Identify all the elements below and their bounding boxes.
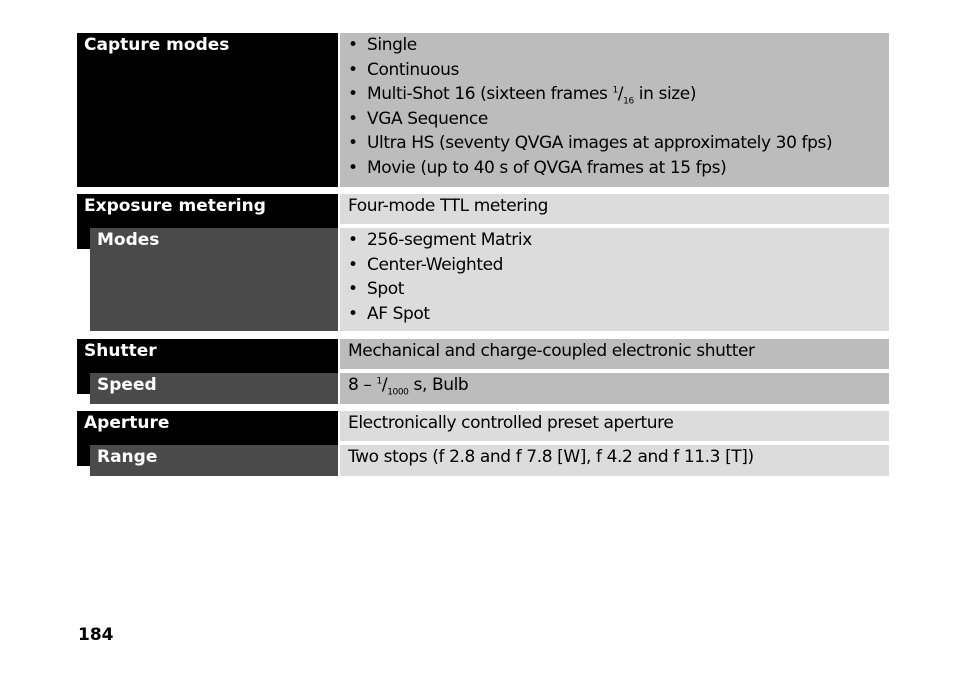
page-number: 184 (78, 625, 114, 645)
list-item: • VGA Sequence (348, 107, 889, 132)
capture-modes-label (77, 33, 338, 187)
fraction-denominator: 16 (623, 96, 634, 107)
speed-text: 8 – (348, 375, 377, 395)
aperture-value: Electronically controlled preset aperture (340, 411, 889, 441)
fraction-numerator: 1 (612, 85, 618, 96)
speed-text: s, Bulb (408, 375, 469, 395)
capture-modes-label-text: Capture modes (84, 35, 230, 55)
fraction-numerator: 1 (376, 376, 382, 387)
aperture-range-label-text: Range (97, 447, 158, 467)
list-item-text: Multi-Shot 16 (sixteen frames (367, 84, 613, 104)
shutter-label-text: Shutter (84, 341, 157, 361)
list-item: • Continuous (348, 58, 889, 83)
exposure-metering-label-text: Exposure metering (84, 196, 266, 216)
list-item: • 256-segment Matrix (348, 228, 889, 253)
exposure-modes-list (348, 228, 889, 326)
fraction-slash: / (617, 84, 624, 104)
capture-modes-list (348, 33, 889, 180)
aperture-range-value: Two stops (f 2.8 and f 7.8 [W], f 4.2 and f 11.3 [T]) (340, 445, 889, 476)
capture-modes-value (340, 33, 889, 187)
shutter-value: Mechanical and charge-coupled electronic shutter (340, 339, 889, 369)
list-item: • AF Spot (348, 302, 889, 327)
list-item-text: in size) (633, 84, 697, 104)
list-item: • Center-Weighted (348, 253, 889, 278)
list-item: • Movie (up to 40 s of QVGA frames at 15 fps) (348, 156, 889, 181)
exposure-modes-label-text: Modes (97, 230, 160, 250)
list-item: • Ultra HS (seventy QVGA images at approximately 30 fps) (348, 131, 889, 156)
exposure-modes-label (90, 228, 338, 331)
exposure-modes-value (340, 228, 889, 331)
shutter-speed-value (340, 373, 889, 404)
list-item (348, 82, 889, 107)
fraction-denominator: 1000 (387, 387, 409, 398)
exposure-metering-value: Four-mode TTL metering (340, 194, 889, 224)
aperture-range-label (90, 445, 338, 476)
list-item: • Single (348, 33, 889, 58)
list-item: • Spot (348, 277, 889, 302)
shutter-speed-label-text: Speed (97, 375, 157, 395)
fraction-slash: / (381, 375, 388, 395)
shutter-speed-label (90, 373, 338, 404)
aperture-label-text: Aperture (84, 413, 170, 433)
